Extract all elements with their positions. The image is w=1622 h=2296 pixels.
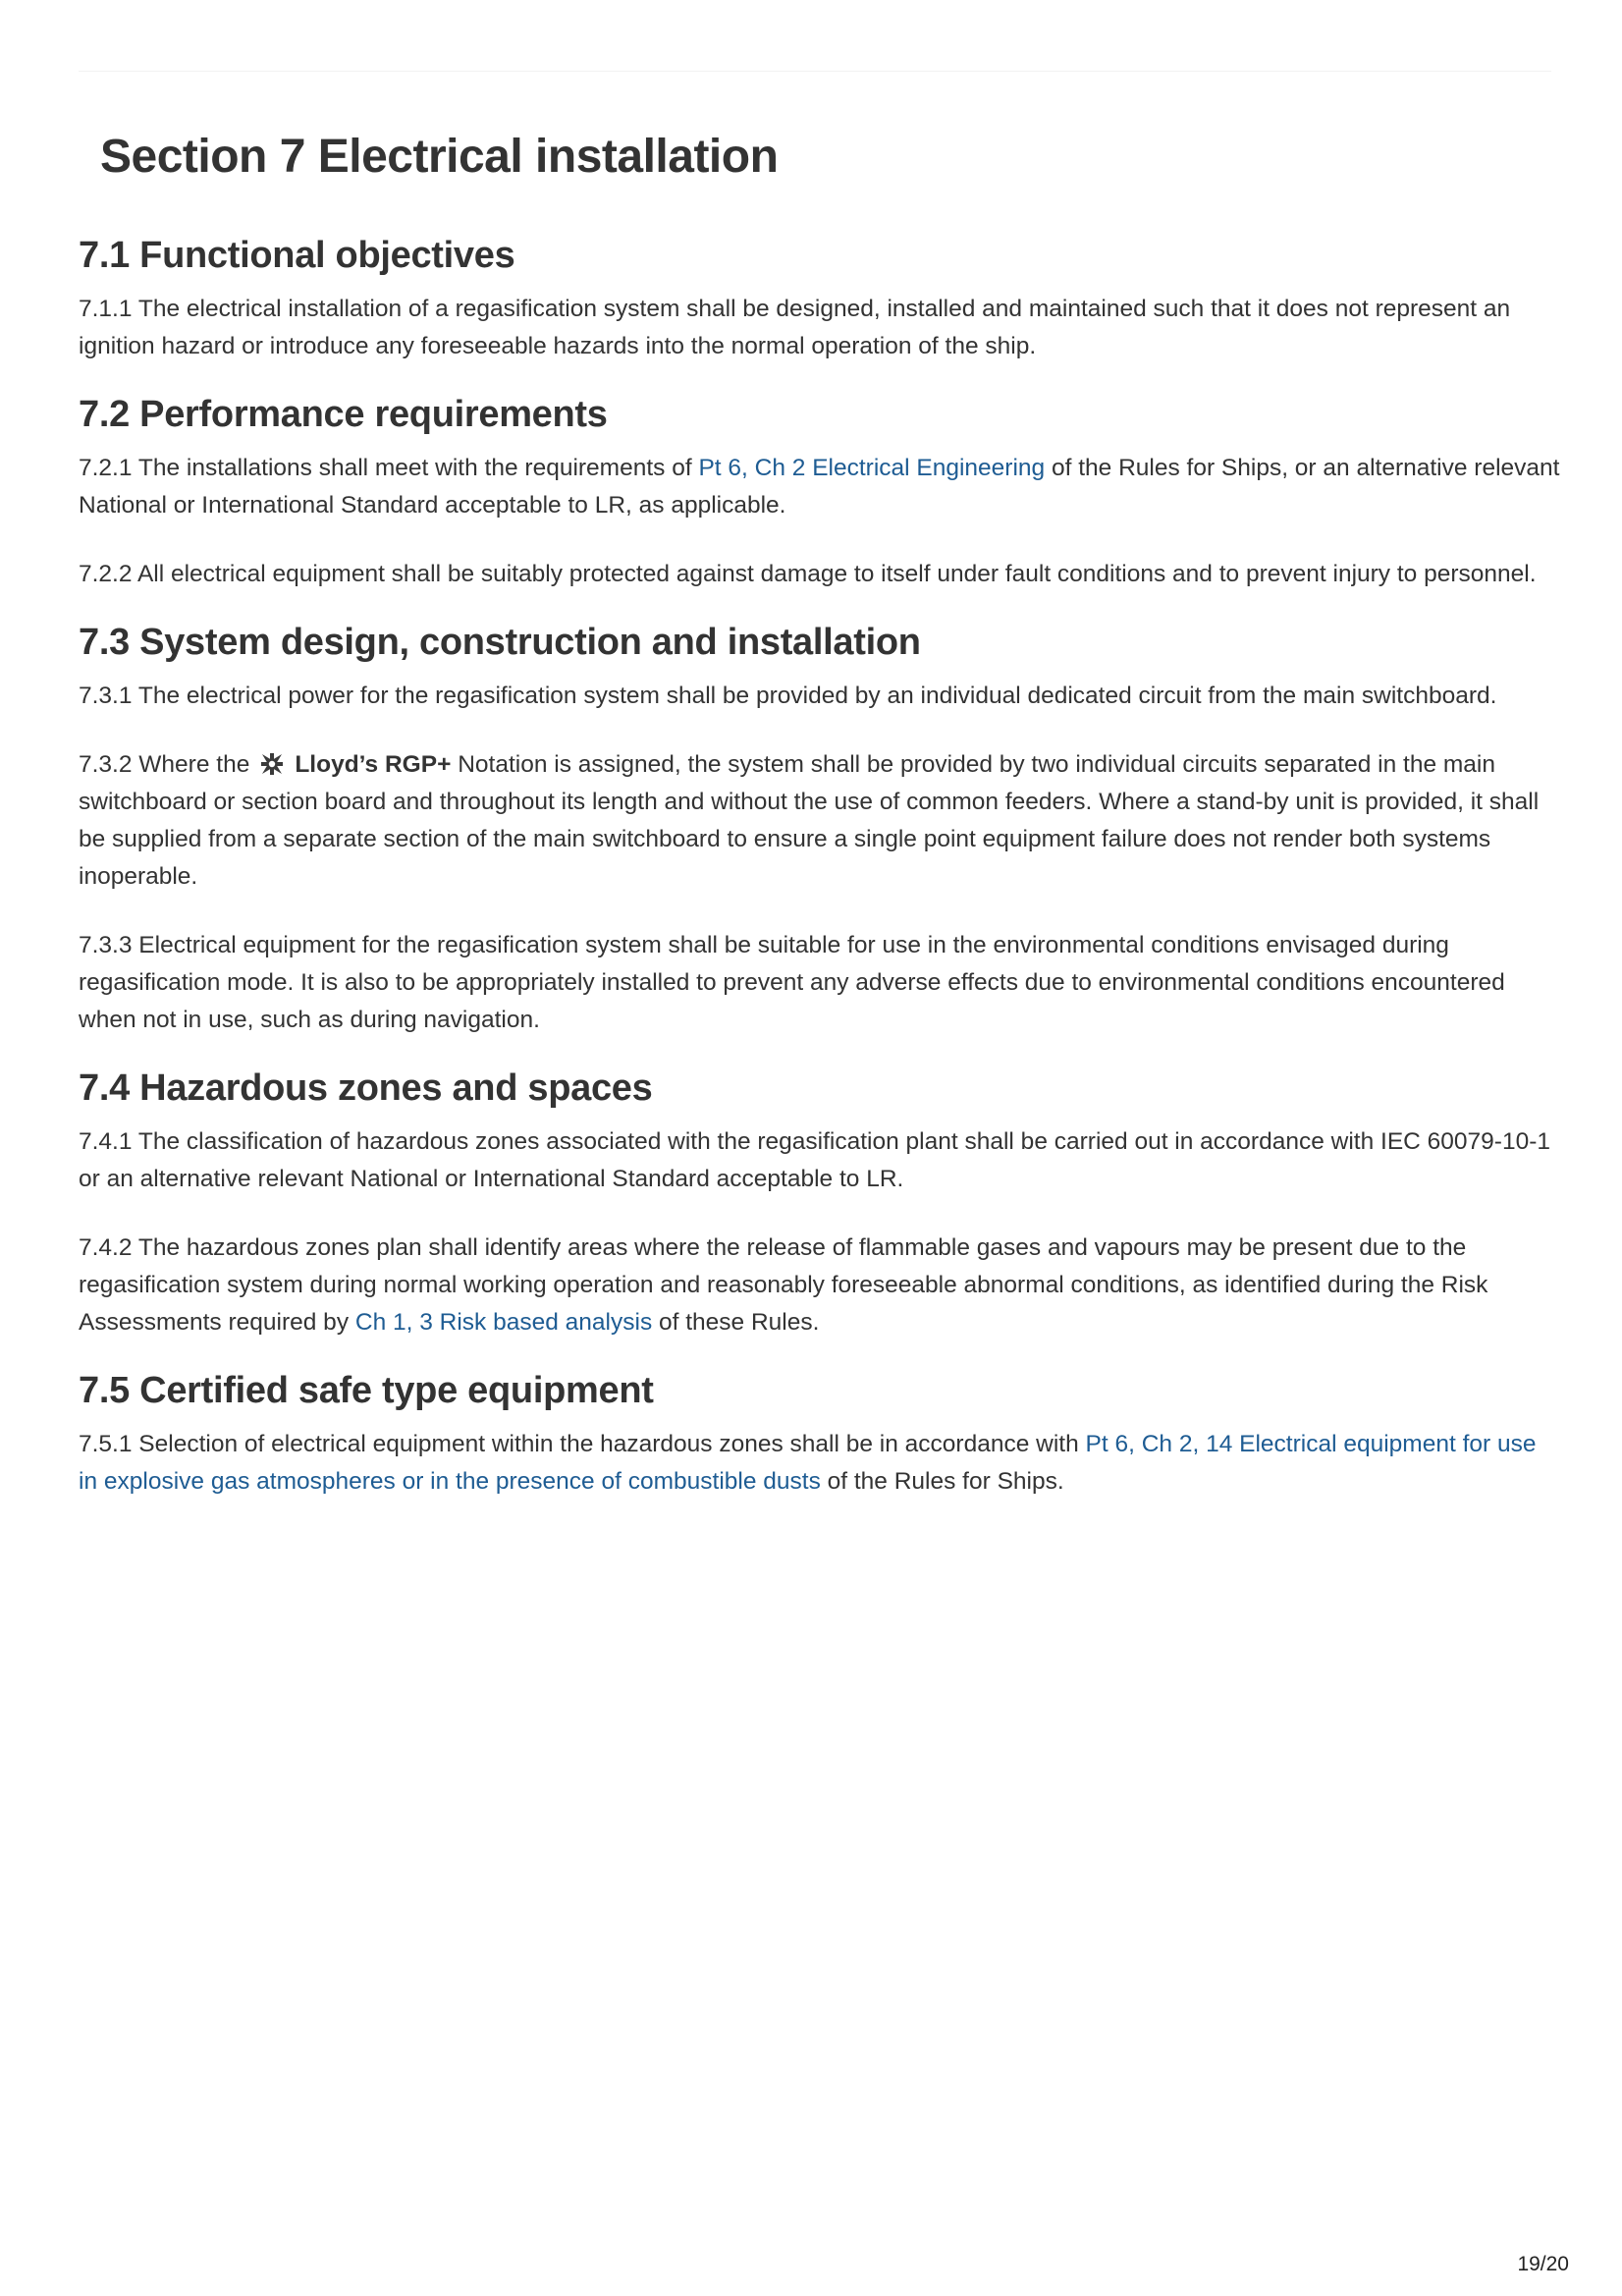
- paragraph-7-4-1: 7.4.1 The classification of hazardous zones associated with the regasification plant shall be carried out in accordance with IEC 60079-10-1 or an alternative relevant National or International Standard acceptable to LR.: [79, 1128, 1550, 1192]
- paragraph-7-2-1-text-end: of the Rules for Ships, or an alternative relevant National or International Standard acceptable to LR, as applicable.: [79, 455, 1560, 519]
- paragraph-7-5-1: [79, 1426, 1561, 1501]
- heading-7-3: 7.3 System design, construction and installation: [79, 622, 921, 663]
- paragraph-7-4-2: [79, 1230, 1561, 1341]
- paragraph-7-5-1-text-end: of the Rules for Ships.: [820, 1468, 1064, 1495]
- link-pt6-ch2-14-electrical-equipment[interactable]: Pt 6, Ch 2, 14 Electrical equipment for use in explosive gas atmospheres or in the presence of combustible dusts: [79, 1431, 1537, 1495]
- section-title: Section 7 Electrical installation: [100, 131, 779, 183]
- document-content: [79, 126, 1561, 1501]
- page-number: 19/20: [1517, 2253, 1569, 2275]
- paragraph-7-2-2: 7.2.2 All electrical equipment shall be suitably protected against damage to itself under fault conditions and to prevent injury to personnel.: [79, 561, 1537, 587]
- lloyds-rgp-notation: Lloyd’s RGP+: [295, 751, 452, 778]
- paragraph-7-3-2: [79, 746, 1561, 896]
- paragraph-7-5-1-text-start: 7.5.1 Selection of electrical equipment within the hazardous zones shall be in accordance with: [79, 1431, 1086, 1457]
- heading-7-4: 7.4 Hazardous zones and spaces: [79, 1067, 653, 1109]
- maltese-cross-icon: [259, 751, 285, 777]
- header-divider: [79, 71, 1551, 72]
- paragraph-7-2-1-text-start: 7.2.1 The installations shall meet with the requirements of: [79, 455, 699, 481]
- paragraph-7-3-3: 7.3.3 Electrical equipment for the regasification system shall be suitable for use in the environmental conditions envisaged during regasification mode. It is also to be appropriately installed to prevent any adverse effects due to environmental conditions encountered when not in use, such as during navigation.: [79, 932, 1505, 1033]
- paragraph-7-2-1: [79, 450, 1561, 524]
- paragraph-7-3-2-text-start: 7.3.2 Where the: [79, 751, 250, 778]
- heading-7-1: 7.1 Functional objectives: [79, 235, 515, 276]
- paragraph-7-4-2-text-end: of these Rules.: [652, 1309, 820, 1336]
- paragraph-7-1-1: 7.1.1 The electrical installation of a regasification system shall be designed, installed and maintained such that it does not represent an ignition hazard or introduce any foreseeable hazards into the normal operation of the ship.: [79, 296, 1511, 359]
- paragraph-7-3-1: 7.3.1 The electrical power for the regasification system shall be provided by an individual dedicated circuit from the main switchboard.: [79, 683, 1497, 709]
- paragraph-7-4-2-text-start: 7.4.2 The hazardous zones plan shall identify areas where the release of flammable gases and vapours may be present due to the regasification system during normal working operation and reasonably foreseeable abnormal conditions, as identified during the Risk Assessments required by: [79, 1234, 1488, 1336]
- heading-7-5: 7.5 Certified safe type equipment: [79, 1370, 654, 1411]
- paragraph-7-3-2-text-end: Notation is assigned, the system shall be provided by two individual circuits separated in the main switchboard or section board and throughout its length and without the use of common feeders. Where a stand-by unit is provided, it shall be supplied from a separate section of the main switchboard to ensure a single point equipment failure does not render both systems inoperable.: [79, 751, 1540, 890]
- link-ch1-3-risk-based-analysis[interactable]: Ch 1, 3 Risk based analysis: [354, 1309, 653, 1336]
- heading-7-2: 7.2 Performance requirements: [79, 394, 608, 435]
- link-pt6-ch2-electrical-engineering[interactable]: Pt 6, Ch 2 Electrical Engineering: [698, 455, 1046, 481]
